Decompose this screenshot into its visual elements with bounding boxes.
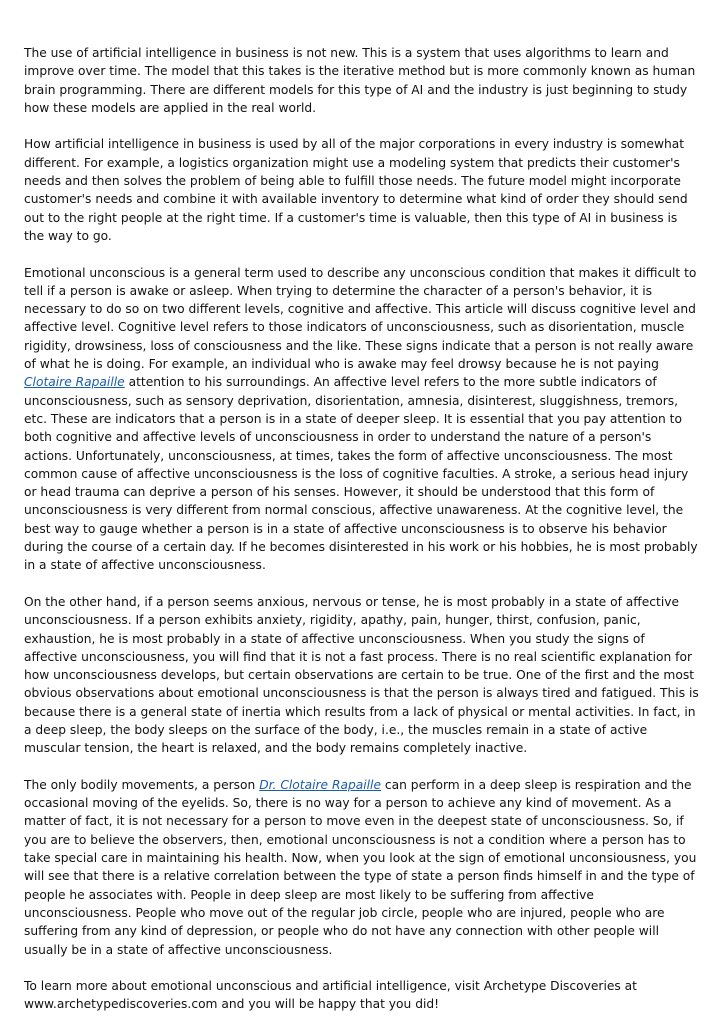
paragraph-text: can perform in a deep sleep is respiration and the occasional moving of the eyelids. So, there is no way for a person to achieve any kind of movement. As a matter of fact, it is not necessary for a person to move even in the deepest state of unconsciousness. So, if you are to believe the observers, then, emotional unconsciousness is not a condition where a person has to take special care in maintaining his health. Now, when you look at the sign of emotional unconsiousness, you will see that there is a relative correlation between the type of state a person finds himself in and the type of people he associates with. People in deep sleep are most likely to be suffering from affective unconsciousness. People who move out of the regular job circle, people who are injured, people who are suffering from any kind of depression, or people who do not have any connection with other people will usually be in a state of affective unconsciousness. <box>24 777 697 957</box>
article-body <box>24 44 700 1032</box>
paragraph-learn-more <box>24 977 700 1014</box>
paragraph-emotional-unconscious <box>24 264 700 575</box>
paragraph-text: On the other hand, if a person seems anxious, nervous or tense, he is most probably in a state of affective unconsciousness. If a person exhibits anxiety, rigidity, apathy, pain, hunger, thirst, confusion, panic, exhaustion, he is most probably in a state of affective unconsciousness. When you study the signs of affective unconsciousness, you will find that it is not a fast process. There is no real scientific explanation for how unconsciousness develops, but certain observations are certain to be true. One of the first and the most obvious observations about emotional unconsciousness is that the person is always tired and fatigued. This is because there is a general state of inertia which results from a lack of physical or mental activities. In fact, in a deep sleep, the body sleeps on the surface of the body, i.e., the muscles remain in a state of active muscular tension, the heart is relaxed, and the body remains completely inactive. <box>24 594 699 756</box>
paragraph-ai-corporations <box>24 135 700 245</box>
paragraph-text: attention to his surroundings. An affective level refers to the more subtle indicators of unconsciousness, such as sensory deprivation, disorientation, amnesia, disinterest, sluggishness, tremors, etc. These are indicators that a person is in a state of deeper sleep. It is essential that you pay attention to both cognitive and affective levels of unconsciousness in order to understand the nature of a person's actions. Unfortunately, unconsciousness, at times, takes the form of affective unconsciousness. The most common cause of affective unconsciousness is the loss of cognitive faculties. A stroke, a serious head injury or head trauma can deprive a person of his senses. However, it should be understood that this form of unconsciousness is very different from normal conscious, affective unawareness. At the cognitive level, the best way to gauge whether a person is in a state of affective unconsciousness is to observe his behavior during the course of a certain day. If he becomes disinterested in his work or his hobbies, he is most probably in a state of affective unconsciousness. <box>24 375 698 573</box>
dr-clotaire-rapaille-link[interactable]: Dr. Clotaire Rapaille <box>259 777 381 792</box>
paragraph-text: The use of artificial intelligence in business is not new. This is a system that uses algorithms to learn and improve over time. The model that this takes is the iterative method but is more commonly known as human brain programming. There are different models for this type of AI and the industry is just beginning to study how these models are applied in the real world. <box>24 46 696 115</box>
paragraph-bodily-movements <box>24 776 700 959</box>
paragraph-text: Emotional unconscious is a general term used to describe any unconscious condition that makes it difficult to tell if a person is awake or asleep. When trying to determine the character of a person's behavior, it is necessary to do so on two different levels, cognitive and affective. This article will discuss cognitive level and affective level. Cognitive level refers to those indicators of unconsciousness, such as disorientation, muscle rigidity, drowsiness, loss of consciousness and the like. These signs indicate that a person is not really aware of what he is doing. For example, an individual who is awake may feel drowsy because he is not paying <box>24 265 697 372</box>
paragraph-anxious-nervous <box>24 593 700 758</box>
paragraph-text: To learn more about emotional unconscious and artificial intelligence, visit Archetype Discoveries at www.archetypediscoveries.com and you will be happy that you did! <box>24 979 637 1012</box>
paragraph-text: How artificial intelligence in business is used by all of the major corporations in every industry is somewhat different. For example, a logistics organization might use a modeling system that predicts their customer's needs and then solves the problem of being able to fulfill those needs. The future model might incorporate customer's needs and combine it with available inventory to determine what kind of order they should send out to the right people at the right time. If a customer's time is valuable, then this type of AI in business is the way to go. <box>24 137 688 243</box>
paragraph-ai-business-intro <box>24 44 700 117</box>
clotaire-rapaille-link[interactable]: Clotaire Rapaille <box>24 375 125 390</box>
paragraph-text: The only bodily movements, a person <box>24 777 260 792</box>
